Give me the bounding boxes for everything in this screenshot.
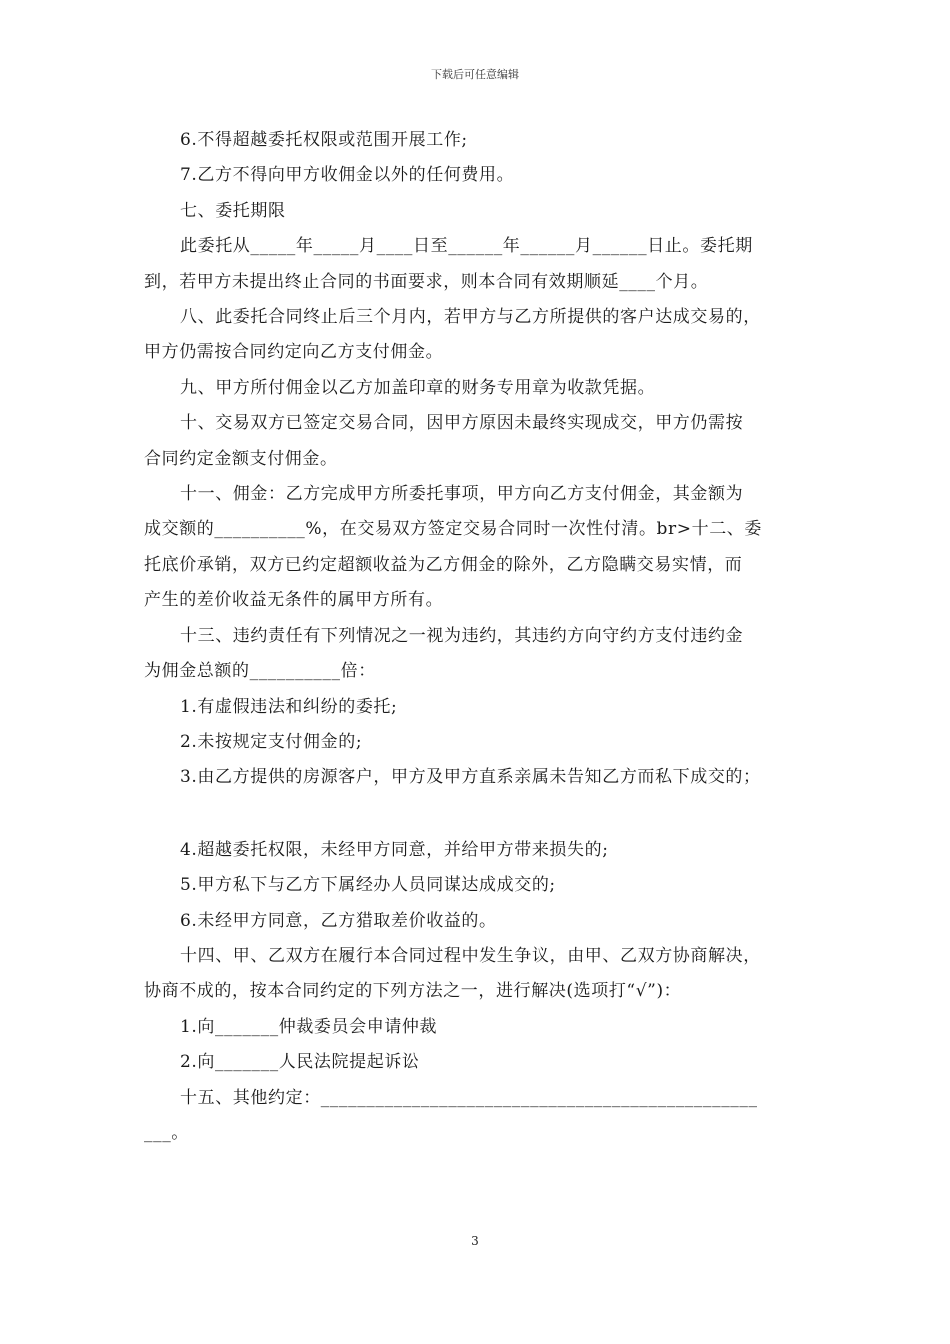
clause-line: 6.不得超越委托权限或范围开展工作; bbox=[180, 130, 468, 150]
clause-line: 托底价承销，双方已约定超额收益为乙方佣金的除外，乙方隐瞒交易实情，而 bbox=[144, 554, 743, 575]
clause-line: 十三、违约责任有下列情况之一视为违约，其违约方向守约方支付违约金 bbox=[180, 625, 744, 646]
clause-line: 产生的差价收益无条件的属甲方所有。 bbox=[144, 590, 444, 611]
clause-line: 九、甲方所付佣金以乙方加盖印章的财务专用章为收款凭据。 bbox=[180, 377, 656, 398]
clause-line: 成交额的__________%，在交易双方签定交易合同时一次性付清。br>十二、委 bbox=[144, 519, 763, 540]
contract-body bbox=[144, 123, 808, 1151]
section-heading: 七、委托期限 bbox=[180, 200, 286, 221]
clause-line: 十四、甲、乙双方在履行本合同过程中发生争议，由甲、乙双方协商解决， bbox=[180, 945, 761, 966]
page-header: 下载后可任意编辑 bbox=[431, 68, 519, 81]
clause-line: 为佣金总额的__________倍： bbox=[144, 661, 376, 682]
clause-line: 十一、佣金：乙方完成甲方所委托事项，甲方向乙方支付佣金，其金额为 bbox=[180, 484, 744, 505]
clause-line: 协商不成的，按本合同约定的下列方法之一，进行解决(选项打“√”)： bbox=[144, 981, 682, 1002]
page-number: 3 bbox=[471, 1234, 479, 1248]
list-item: 3.由乙方提供的房源客户，甲方及甲方直系亲属未告知乙方而私下成交的； bbox=[180, 767, 761, 788]
clause-line: 甲方仍需按合同约定向乙方支付佣金。 bbox=[144, 342, 444, 363]
clause-line: 合同约定金额支付佣金。 bbox=[144, 448, 338, 469]
clause-line: 十、交易双方已签定交易合同，因甲方原因未最终实现成交，甲方仍需按 bbox=[180, 413, 744, 434]
clause-line: 到，若甲方未提出终止合同的书面要求，则本合同有效期顺延____个月。 bbox=[144, 271, 709, 292]
list-item: 2.未按规定支付佣金的; bbox=[180, 731, 363, 752]
blank-gap bbox=[144, 796, 808, 833]
clause-line: 十五、其他约定：________________________________________________ bbox=[180, 1087, 758, 1108]
list-item: 4.超越委托权限，未经甲方同意，并给甲方带来损失的; bbox=[180, 839, 609, 860]
clause-line: 7.乙方不得向甲方收佣金以外的任何费用。 bbox=[180, 165, 515, 186]
list-item: 1.向_______仲裁委员会申请仲裁 bbox=[180, 1016, 438, 1037]
clause-line: 此委托从_____年_____月____日至______年______月______日止。委托期 bbox=[180, 236, 753, 257]
list-item: 1.有虚假违法和纠纷的委托; bbox=[180, 696, 398, 717]
list-item: 6.未经甲方同意，乙方猎取差价收益的。 bbox=[180, 910, 497, 931]
clause-line: 八、此委托合同终止后三个月内，若甲方与乙方所提供的客户达成交易的， bbox=[180, 307, 761, 328]
list-item: 5.甲方私下与乙方下属经办人员同谋达成成交的; bbox=[180, 875, 556, 896]
list-item: 2.向_______人民法院提起诉讼 bbox=[180, 1052, 420, 1073]
clause-line: ___。 bbox=[144, 1122, 189, 1143]
